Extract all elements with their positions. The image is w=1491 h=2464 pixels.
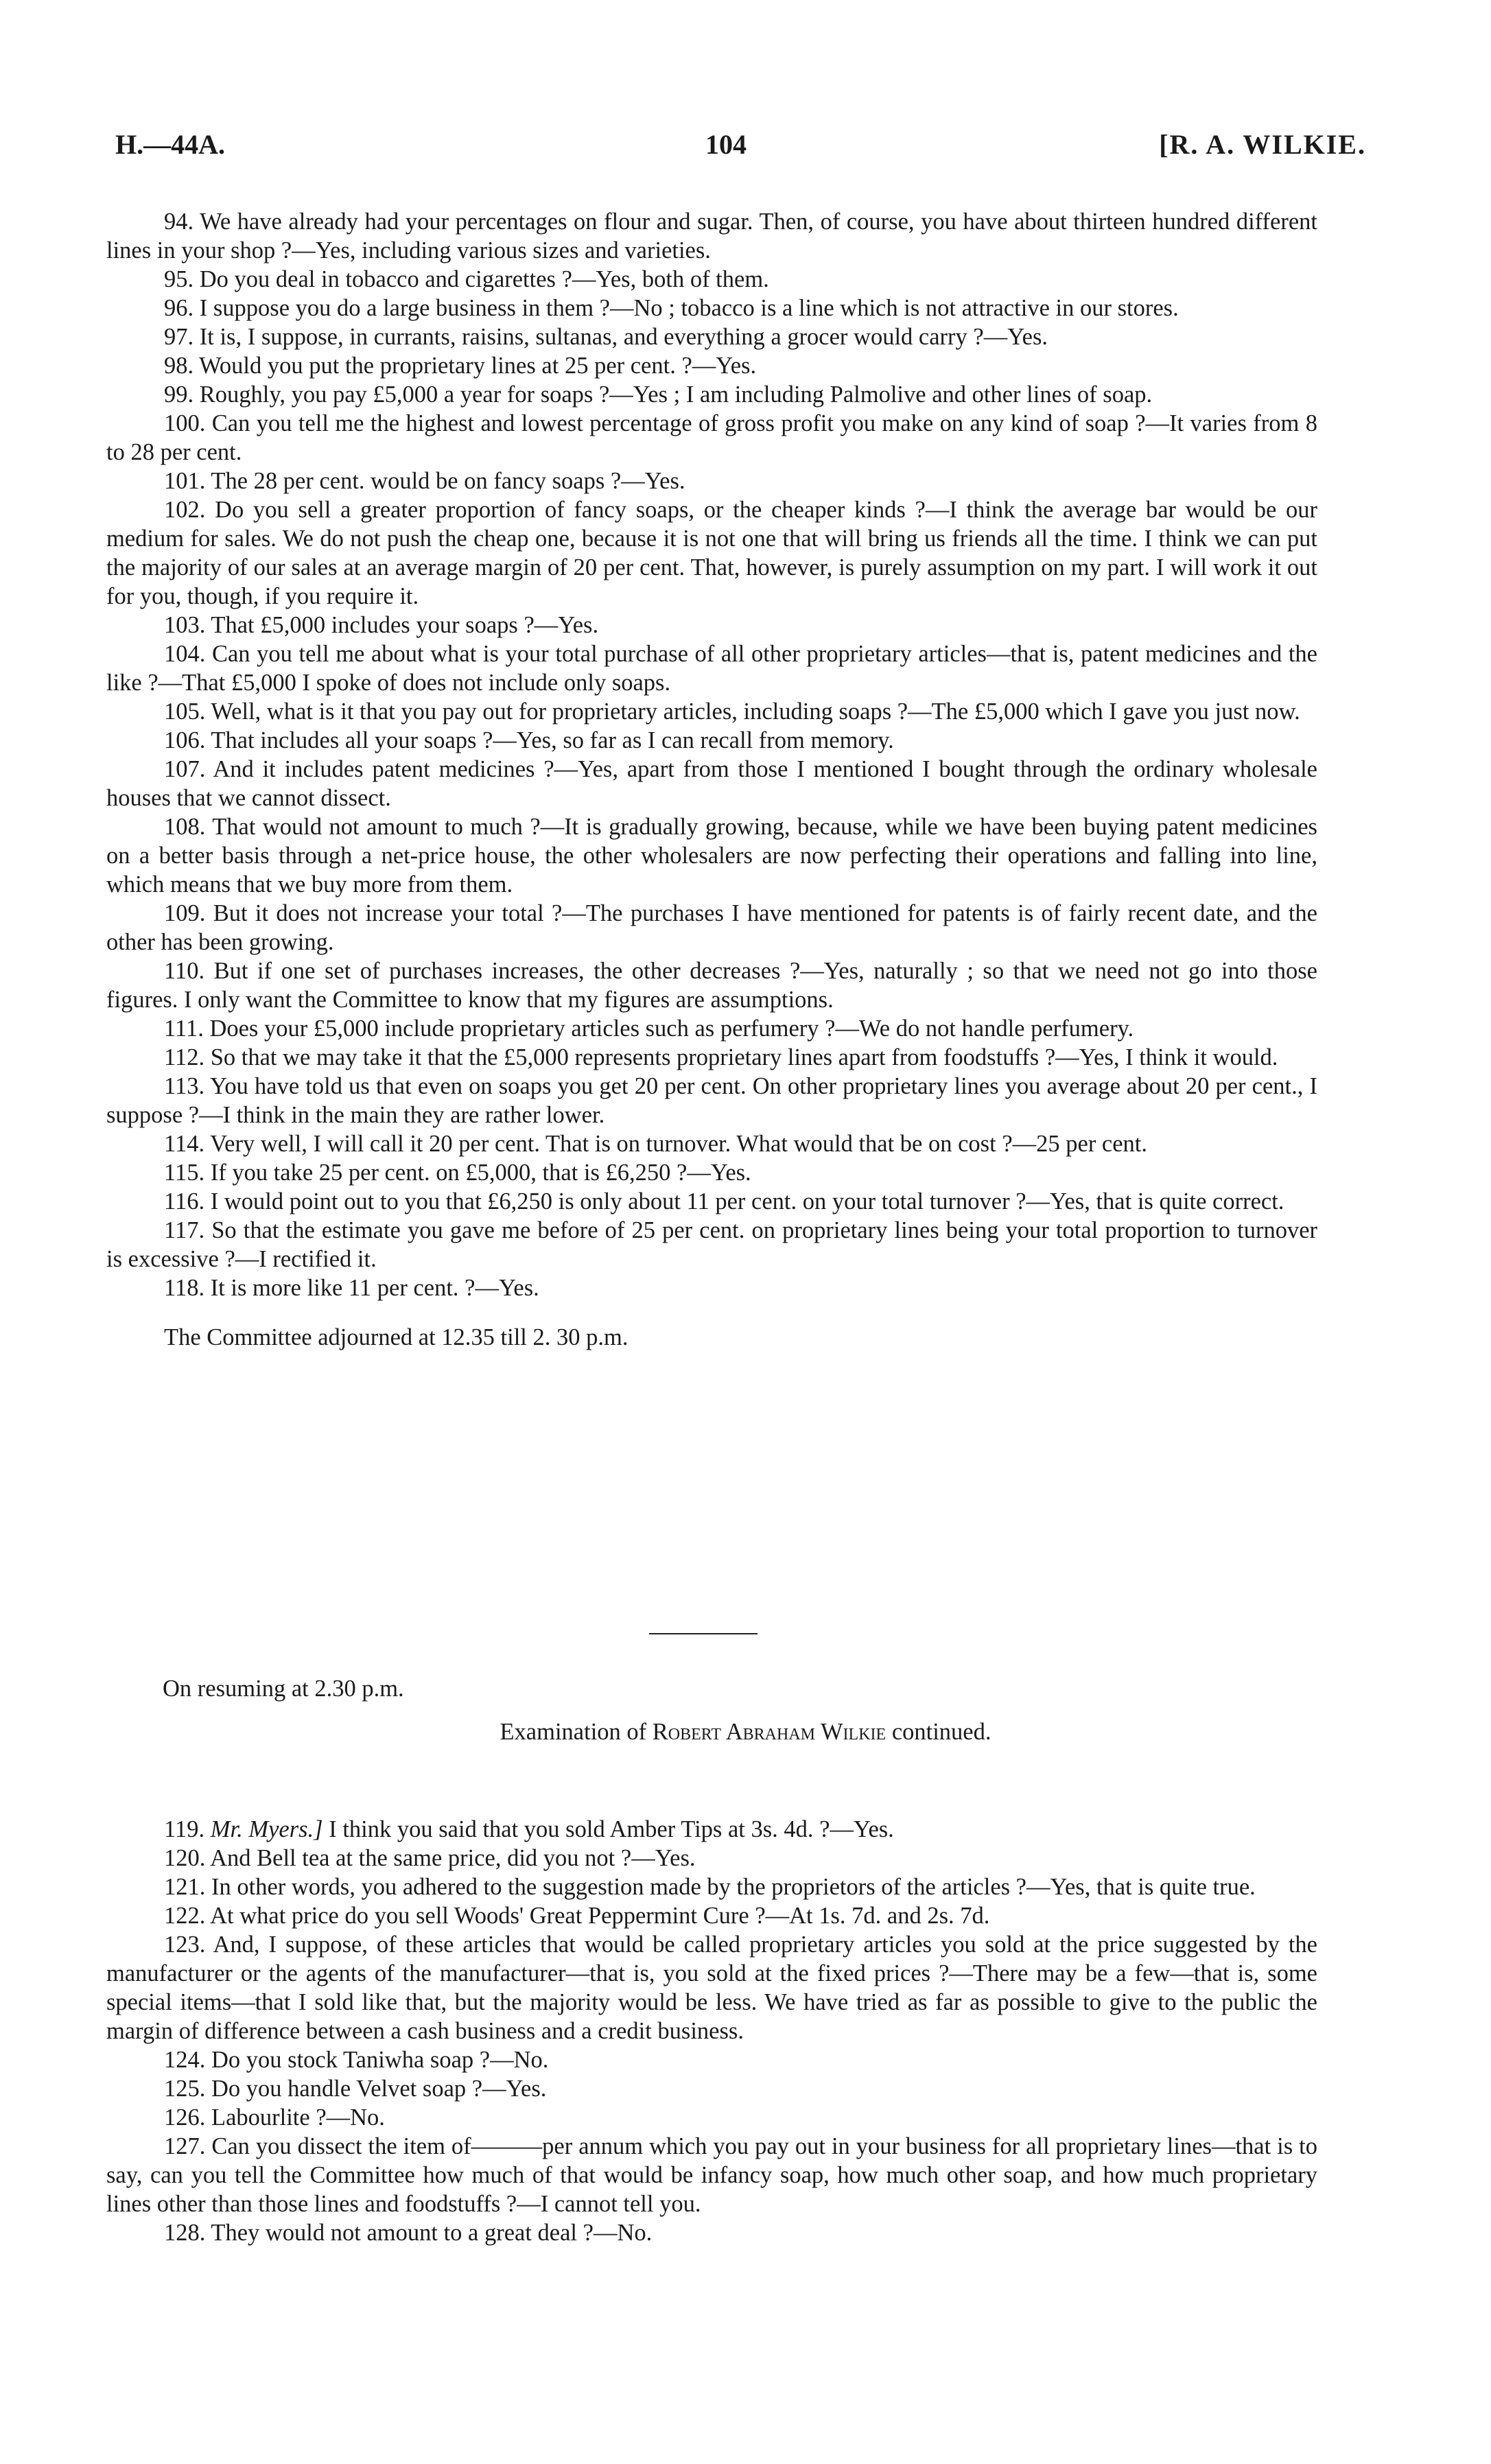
question-125: 125. Do you handle Velvet soap ?—Yes. bbox=[164, 2076, 547, 2102]
question-122: 122. At what price do you sell Woods' Great Peppermint Cure ?—At 1s. 7d. and 2s. 7d. bbox=[164, 1903, 990, 1929]
question-96: 96. I suppose you do a large business in them ?—No ; tobacco is a line which is not attractive in our stores. bbox=[164, 295, 1179, 321]
question-116: 116. I would point out to you that £6,250 is only about 11 per cent. on your total turnover ?—Yes, that is quite correct. bbox=[164, 1188, 1284, 1215]
question-112: 112. So that we may take it that the £5,000 represents proprietary lines apart from foodstuffs ?—Yes, I think it would. bbox=[164, 1044, 1278, 1070]
question-127: 127. Can you dissect the item of———per annum which you pay out in your business for all proprietary lines—that is to say, can you tell the Committee how much of that would be infancy soap, how much other soap, and how much proprietary lines other than those lines and foodstuffs ?—I cannot tell you. bbox=[106, 2133, 1317, 2217]
document-reference: H.—44A. bbox=[115, 129, 225, 160]
question-114: 114. Very well, I will call it 20 per cent. That is on turnover. What would that be on cost ?—25 per cent. bbox=[164, 1131, 1148, 1157]
examination-suffix: continued. bbox=[891, 1719, 991, 1745]
testimony-block-afternoon bbox=[106, 1815, 1317, 2247]
question-100: 100. Can you tell me the highest and lowest percentage of gross profit you make on any kind of soap ?—It varies from 8 to 28 per cent. bbox=[106, 410, 1317, 465]
question-124: 124. Do you stock Taniwha soap ?—No. bbox=[164, 2047, 549, 2073]
question-104: 104. Can you tell me about what is your total purchase of all other proprietary articles—that is, patent medicines and the like ?—That £5,000 I spoke of does not include only soaps. bbox=[106, 641, 1317, 696]
witness-name: [R. A. WILKIE. bbox=[1159, 129, 1366, 160]
question-115: 115. If you take 25 per cent. on £5,000, that is £6,250 ?—Yes. bbox=[164, 1160, 751, 1186]
examination-prefix: Examination of bbox=[500, 1719, 647, 1745]
question-113: 113. You have told us that even on soaps you get 20 per cent. On other proprietary lines you average about 20 per cent., I suppose ?—I think in the main they are rather lower. bbox=[106, 1073, 1317, 1128]
question-107: 107. And it includes patent medicines ?—Yes, apart from those I mentioned I bought through the ordinary wholesale houses that we cannot dissect. bbox=[106, 756, 1317, 811]
question-118: 118. It is more like 11 per cent. ?—Yes. bbox=[164, 1275, 539, 1301]
examination-witness: Robert Abraham Wilkie bbox=[652, 1719, 887, 1745]
question-101: 101. The 28 per cent. would be on fancy soaps ?—Yes. bbox=[164, 468, 685, 494]
question-number: 119. bbox=[164, 1816, 205, 1842]
question-94: 94. We have already had your percentages on flour and sugar. Then, of course, you have about thirteen hundred different lines in your shop ?—Yes, including various sizes and varieties. bbox=[106, 209, 1317, 263]
section-divider bbox=[649, 1633, 758, 1634]
question-98: 98. Would you put the proprietary lines at 25 per cent. ?—Yes. bbox=[164, 353, 757, 379]
question-text: I think you said that you sold Amber Tips at 3s. 4d. ?—Yes. bbox=[329, 1816, 894, 1842]
testimony-block-morning bbox=[106, 207, 1317, 1352]
question-128: 128. They would not amount to a great deal ?—No. bbox=[164, 2220, 653, 2246]
question-111: 111. Does your £5,000 include proprietary articles such as perfumery ?—We do not handle perfumery. bbox=[164, 1016, 1134, 1042]
question-121: 121. In other words, you adhered to the suggestion made by the proprietors of the articles ?—Yes, that is quite true. bbox=[164, 1874, 1256, 1900]
question-117: 117. So that the estimate you gave me before of 25 per cent. on proprietary lines being your total proportion to turnover is excessive ?—I rectified it. bbox=[106, 1217, 1317, 1272]
examination-heading bbox=[0, 1717, 1491, 1746]
question-109: 109. But it does not increase your total ?—The purchases I have mentioned for patents is of fairly recent date, and the other has been growing. bbox=[106, 900, 1317, 955]
question-108: 108. That would not amount to much ?—It is gradually growing, because, while we have been buying patent medicines on a better basis through a net-price house, the other wholesalers are now perfecting their operations and falling into line, which means that we buy more from them. bbox=[106, 814, 1317, 897]
question-97: 97. It is, I suppose, in currants, raisins, sultanas, and everything a grocer would carry ?—Yes. bbox=[164, 324, 1048, 350]
adjournment-note: The Committee adjourned at 12.35 till 2. 30 p.m. bbox=[164, 1324, 629, 1350]
page-header bbox=[0, 130, 1491, 172]
question-102: 102. Do you sell a greater proportion of fancy soaps, or the cheaper kinds ?—I think the average bar would be our medium for sales. We do not push the cheap one, because it is not one that will bring us friends all the time. I think we can put the majority of our sales at an average margin of 20 per cent. That, however, is purely assumption on my part. I will work it out for you, though, if you require it. bbox=[106, 497, 1317, 609]
page-number: 104 bbox=[705, 129, 747, 160]
question-120: 120. And Bell tea at the same price, did you not ?—Yes. bbox=[164, 1845, 696, 1871]
question-103: 103. That £5,000 includes your soaps ?—Yes. bbox=[164, 612, 599, 638]
question-105: 105. Well, what is it that you pay out for proprietary articles, including soaps ?—The £5,000 which I gave you just now. bbox=[164, 699, 1300, 725]
question-110: 110. But if one set of purchases increases, the other decreases ?—Yes, naturally ; so that we need not go into those figures. I only want the Committee to know that my figures are assumptions. bbox=[106, 958, 1317, 1013]
speaker-name: Mr. Myers.] bbox=[210, 1816, 323, 1842]
question-99: 99. Roughly, you pay £5,000 a year for soaps ?—Yes ; I am including Palmolive and other lines of soap. bbox=[164, 382, 1153, 408]
question-123: 123. And, I suppose, of these articles that would be called proprietary articles you sold at the price suggested by the manufacturer or the agents of the manufacturer—that is, you sold at the fixed prices ?—There may be a few—that is, some special items—that I sold like that, but the majority would be less. We have tried as far as possible to give to the public the margin of difference between a cash business and a credit business. bbox=[106, 1932, 1317, 2044]
question-119 bbox=[106, 1815, 1317, 1844]
question-106: 106. That includes all your soaps ?—Yes, so far as I can recall from memory. bbox=[164, 727, 894, 753]
resumption-note: On resuming at 2.30 p.m. bbox=[163, 1676, 404, 1702]
question-95: 95. Do you deal in tobacco and cigarettes ?—Yes, both of them. bbox=[164, 266, 769, 292]
question-126: 126. Labourlite ?—No. bbox=[164, 2104, 385, 2131]
